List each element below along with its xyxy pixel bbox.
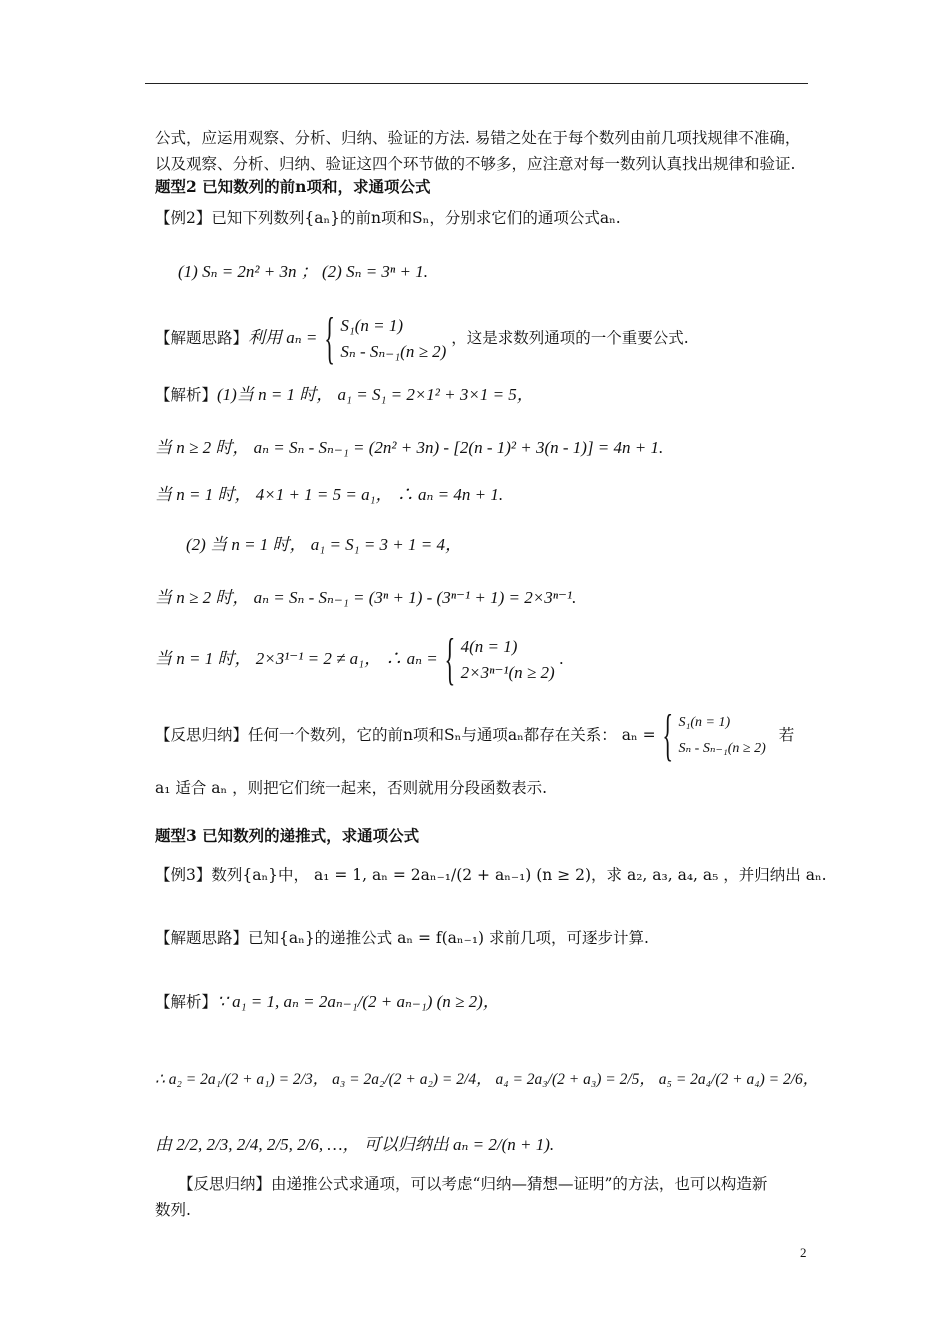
type3-reflection: [178, 1174, 767, 1194]
type2-sol-1: [155, 385, 534, 405]
type2-sol-6: [155, 634, 564, 686]
page-number: 2: [800, 1245, 807, 1260]
type2-idea-case-2: Sₙ - Sₙ₋₁(n ≥ 2): [340, 342, 447, 361]
type2-sol-4: (2) 当 n = 1 时， a₁ = S₁ = 3 + 1 = 4，: [186, 535, 463, 554]
type3-refl-line-2: 数列.: [155, 1201, 191, 1219]
type2-refl-text: 任何一个数列，它的前n项和Sₙ与通项aₙ都存在关系： aₙ =: [248, 726, 656, 744]
example3-label: 【例3】: [155, 866, 212, 884]
type2-idea: [155, 313, 689, 365]
type2-sol-5: 当 n ≥ 2 时， aₙ = Sₙ - Sₙ₋₁ = (3ⁿ + 1) - (3ⁿ⁻¹ + 1) = 2×3ⁿ⁻¹.: [155, 588, 577, 607]
type2-reflection: [155, 710, 794, 762]
type3-refl-line-1: 由递推公式求通项，可以考虑“归纳—猜想—证明”的方法，也可以构造新: [271, 1175, 768, 1193]
type2-sol-6-case-2: 2×3ⁿ⁻¹(n ≥ 2): [460, 663, 555, 682]
type3-idea-text: 已知{aₙ}的递推公式 aₙ = f(aₙ₋₁) 求前几项，可逐步计算.: [248, 929, 649, 947]
type3-idea: [155, 928, 649, 948]
type2-sol-label: 【解析】: [155, 386, 218, 404]
type2-idea-label: 【解题思路】: [155, 329, 249, 347]
type3-refl-label: 【反思归纳】: [178, 1175, 272, 1193]
example2-text: 已知下列数列{aₙ}的前n项和Sₙ，分别求它们的通项公式aₙ.: [211, 209, 621, 227]
type3-sol-1: [155, 992, 500, 1012]
example3: [155, 865, 827, 885]
type2-idea-tail: ，这是求数列通项的一个重要公式.: [451, 329, 689, 347]
type2-refl-case-1: { S₁(n = 1): [678, 715, 731, 730]
intro-line-2: 以及观察、分析、归纳、验证这四个环节做的不够多，应注意对每一数列认真找出规律和验证.: [155, 155, 796, 173]
example2-label: 【例2】: [155, 209, 212, 227]
type2-sol-2: 当 n ≥ 2 时， aₙ = Sₙ - Sₙ₋₁ = (2n² + 3n) - [2(n - 1)² + 3(n - 1)] = 4n + 1.: [155, 438, 664, 457]
type2-refl-case-2: Sₙ - Sₙ₋₁(n ≥ 2): [678, 741, 766, 756]
type2-idea-piecewise: [326, 313, 446, 365]
type2-idea-formula-lhs: 利用 aₙ =: [248, 328, 318, 347]
example2-parts: (1) Sₙ = 2n² + 3n ； (2) Sₙ = 3ⁿ + 1.: [178, 262, 429, 281]
type3-sol-label: 【解析】: [155, 993, 218, 1011]
type3-idea-label: 【解题思路】: [155, 929, 249, 947]
type2-sol-6-text: 当 n = 1 时， 2×3¹⁻¹ = 2 ≠ a₁， ∴ aₙ =: [155, 649, 438, 668]
type3-sol-1-text: ∵ a₁ = 1, aₙ = 2aₙ₋₁/(2 + aₙ₋₁) (n ≥ 2)，: [217, 992, 500, 1011]
type3-sol-3: 由 2/2, 2/3, 2/4, 2/5, 2/6, …， 可以归纳出 aₙ = 2/(n + 1).: [155, 1135, 555, 1154]
type2-idea-case-1: { S₁(n = 1): [340, 316, 404, 335]
type2-refl-label: 【反思归纳】: [155, 726, 249, 744]
type2-sol-3: 当 n = 1 时， 4×1 + 1 = 5 = a₁， ∴ aₙ = 4n + 1.: [155, 485, 504, 504]
period: .: [559, 649, 564, 668]
header-rule: [145, 83, 808, 84]
example2: [155, 208, 621, 228]
intro-line-1: 公式，应运用观察、分析、归纳、验证的方法. 易错之处在于每个数列由前几项找规律不准确，: [155, 129, 801, 147]
type2-refl-line-2: a₁ 适合 aₙ ，则把它们统一起来，否则就用分段函数表示.: [155, 779, 548, 797]
type2-sol-6-piecewise: [447, 634, 555, 686]
type2-sol-1-text: (1)当 n = 1 时， a₁ = S₁ = 2×1² + 3×1 = 5，: [217, 385, 534, 404]
type3-title: 题型3 已知数列的递推式，求通项公式: [155, 826, 420, 845]
type2-refl-ruo: 若: [778, 726, 795, 744]
example3-text: 数列{aₙ}中， a₁ = 1, aₙ = 2aₙ₋₁/(2 + aₙ₋₁) (n ≥ 2)，求 a₂, a₃, a₄, a₅ ，并归纳出 aₙ.: [211, 866, 827, 884]
type2-refl-piecewise: [665, 710, 766, 762]
type3-sol-2: ∴ a₂ = 2a₁/(2 + a₁) = 2/3， a₃ = 2a₂/(2 + a₂) = 2/4， a₄ = 2a₃/(2 + a₃) = 2/5， a₅ = 2a₄/(2 + a₄) = 2/6，: [155, 1071, 819, 1088]
type2-title: 题型2 已知数列的前n项和，求通项公式: [155, 177, 431, 196]
type2-sol-6-case-1: { 4(n = 1): [460, 637, 518, 656]
